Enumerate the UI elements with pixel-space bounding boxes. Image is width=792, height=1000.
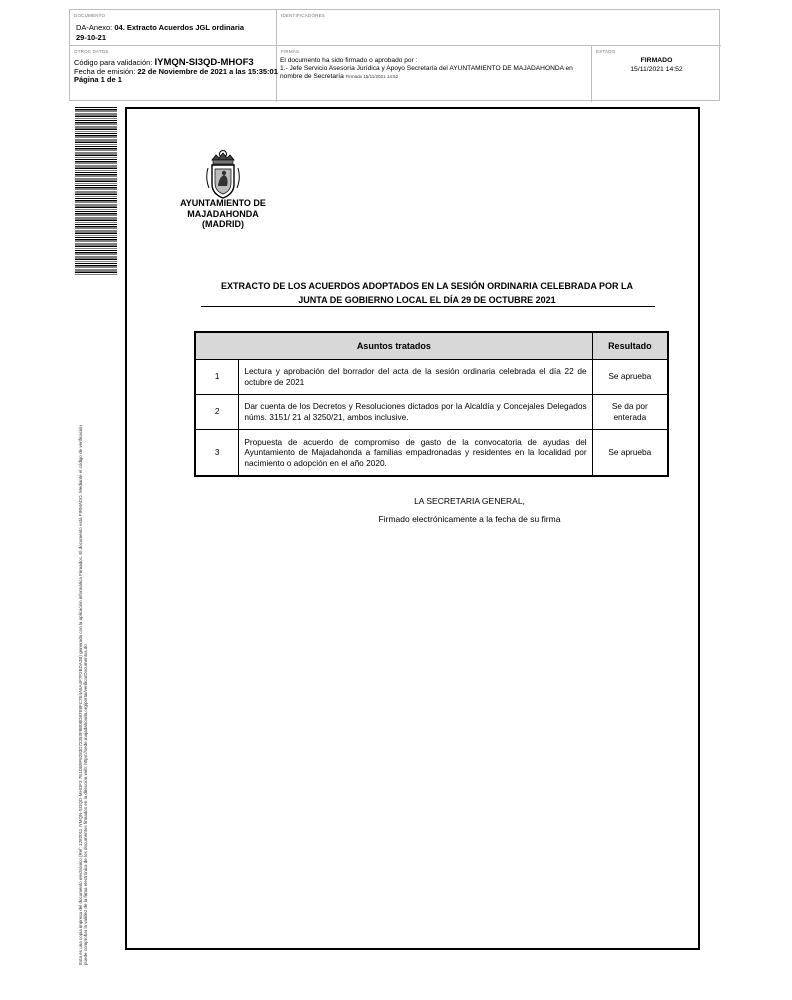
item-description: Lectura y aprobación del borrador del acta de la sesión ordinaria celebrada el día 22 de octubre de 2021	[239, 359, 592, 394]
firmas-line-1: El documento ha sido firmado o aprobado por :	[280, 57, 418, 64]
agenda-header-row	[195, 332, 668, 359]
item-result: Se da por enterada	[592, 394, 668, 429]
document-title-line-2: JUNTA DE GOBIERNO LOCAL EL DÍA 29 DE OCTUBRE 2021	[298, 295, 556, 305]
document-title	[197, 279, 657, 307]
org-name-line-2: MAJADAHONDA	[187, 208, 259, 219]
coat-of-arms-icon	[205, 148, 241, 200]
estado-status: FIRMADO	[640, 57, 673, 64]
firmas-title: FIRMAS	[281, 49, 300, 54]
validation-code[interactable]: IYMQN-SI3QD-MHOF3	[154, 57, 254, 68]
table-row	[195, 429, 668, 476]
documento-date: 29-10-21	[76, 33, 107, 42]
otros-datos-title: OTROS DATOS	[74, 49, 109, 54]
item-number: 3	[195, 429, 239, 476]
identificadores-title: IDENTIFICADORES	[281, 13, 326, 18]
table-row	[195, 394, 668, 429]
side-verification-line-1: Esta es una copia impresa del documento electrónico (Ref: 1282011 IYMQN-SI3QD-MHOF3 7E1DB9F6283D72353F8B08D87E8FC7E4A5A4F7F2BDA2B) generada con la aplicación informática Firmadoc. El documento está FIRMADO. Mediante el código de verificación	[78, 425, 83, 965]
organization-name	[157, 198, 289, 230]
firmas-signed-at: Firmado 15/11/2021 14:52	[345, 74, 399, 80]
side-verification-text	[78, 270, 89, 965]
documento-cell	[70, 10, 277, 46]
item-number: 1	[195, 359, 239, 394]
firmas-lines	[280, 57, 592, 82]
document-metadata-header	[69, 9, 720, 101]
documento-prefix: DA-Anexo:	[76, 23, 115, 32]
identificadores-cell	[277, 10, 721, 46]
header-subjects: Asuntos tratados	[195, 332, 592, 359]
verification-barcode	[75, 107, 117, 275]
documento-title: DOCUMENTO	[74, 13, 106, 18]
side-verification-line-2: puede comprobar la validez de la firma electrónica de los documentos firmados en la dirección web: https://sede.majadahonda.org/portal/verificarDocumentos.do	[83, 644, 89, 965]
header-result: Resultado	[592, 332, 668, 359]
estado-title: ESTADO	[596, 49, 616, 54]
documento-value	[76, 23, 272, 43]
documento-name: 04. Extracto Acuerdos JGL ordinaria	[114, 23, 244, 32]
otros-datos-lines	[74, 57, 278, 85]
signoff-note: Firmado electrónicamente a la fecha de su firma	[378, 514, 561, 524]
emission-value: 22 de Noviembre de 2021 a las 15:35:01	[137, 66, 278, 76]
signoff-role: LA SECRETARIA GENERAL,	[414, 496, 525, 506]
title-underline	[201, 306, 655, 307]
otros-datos-cell	[70, 46, 277, 102]
item-description: Dar cuenta de los Decretos y Resoluciones dictados por la Alcaldía y Concejales Delegados núms. 3151/ 21 al 3250/21, ambos inclusive.	[239, 394, 592, 429]
org-name-line-3: (MADRID)	[202, 219, 244, 229]
firmas-signer: 1.- Jefe Servicio Asesoría Jurídica y Apoyo Secretaría del AYUNTAMIENTO DE MAJADAHONDA en nombre de Secretaría	[280, 65, 573, 81]
agenda-table	[194, 331, 669, 477]
item-number: 2	[195, 394, 239, 429]
item-result: Se aprueba	[592, 359, 668, 394]
firmas-line-2	[280, 65, 592, 81]
validation-code-label: Código para validación:	[74, 58, 155, 67]
document-page	[125, 107, 700, 950]
estado-date: 15/11/2021 14:52	[630, 66, 683, 73]
item-description: Propuesta de acuerdo de compromiso de gasto de la convocatoria de ayudas del Ayuntamiento de Majadahonda a familias empadronadas y residentes en la localidad por nacimiento o adopción en el año 2020.	[239, 429, 592, 476]
org-name-line-1: AYUNTAMIENTO DE	[180, 198, 266, 208]
item-result: Se aprueba	[592, 429, 668, 476]
document-title-line-1: EXTRACTO DE LOS ACUERDOS ADOPTADOS EN LA SESIÓN ORDINARIA CELEBRADA POR LA	[220, 281, 634, 291]
firmas-cell	[277, 46, 592, 102]
estado-cell	[592, 46, 721, 102]
table-row	[195, 359, 668, 394]
emission-label: Fecha de emisión:	[74, 66, 138, 76]
page-count: Página 1 de 1	[74, 75, 122, 84]
